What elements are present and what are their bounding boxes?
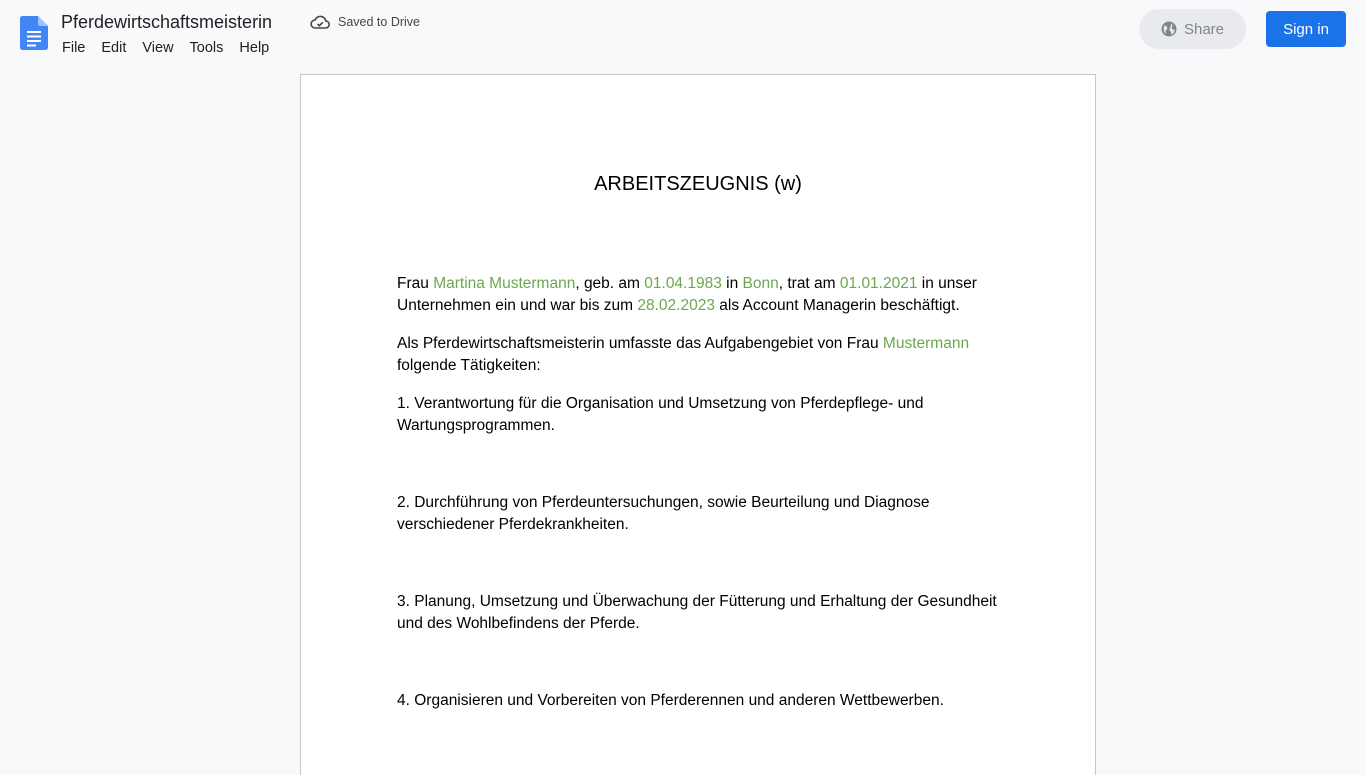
intro-paragraph — [397, 273, 1007, 317]
text-run: , geb. am — [575, 275, 645, 292]
document-page[interactable] — [300, 74, 1096, 775]
task-item-2: 2. Durchführung von Pferdeuntersuchungen, sowie Beurteilung und Diagnose verschiedener Pferdekrankheiten. — [397, 494, 930, 533]
text-run: in unser Unternehmen ein und war bis zum — [397, 275, 977, 314]
share-label: Share — [1183, 20, 1225, 38]
text-run: Frau — [397, 275, 434, 292]
cloud-done-icon — [310, 14, 330, 30]
birth-date: 01.04.1983 — [644, 275, 722, 292]
task-item-1: 1. Verantwortung für die Organisation und Umsetzung von Pferdepflege- und Wartungsprogrammen. — [397, 395, 924, 434]
end-date: 28.02.2023 — [637, 297, 715, 314]
task-item-3: 3. Planung, Umsetzung und Überwachung der Fütterung und Erhaltung der Gesundheit und des Wohlbefindens der Pferde. — [397, 593, 997, 632]
top-bar — [0, 0, 1366, 64]
save-status[interactable] — [310, 14, 420, 30]
menu-tools[interactable]: Tools — [189, 40, 224, 56]
share-button[interactable] — [1139, 9, 1246, 49]
task-item-4: 4. Organisieren und Vorbereiten von Pferderennen und anderen Wettbewerben. — [397, 692, 944, 709]
text-run: folgende Tätigkeiten: — [397, 357, 541, 374]
text-run: Als Pferdewirtschaftsmeisterin umfasste das Aufgabengebiet von Frau — [397, 335, 883, 352]
menu-bar — [54, 36, 277, 60]
menu-help[interactable]: Help — [239, 40, 270, 56]
tasks-intro-paragraph — [397, 333, 1007, 377]
text-run: als Account Managerin beschäftigt. — [714, 297, 960, 314]
document-title[interactable]: Pferdewirtschaftsmeisterin — [61, 12, 273, 32]
text-run: in — [721, 275, 743, 292]
text-run: , trat am — [778, 275, 840, 292]
document-heading: ARBEITSZEUGNIS (w) — [594, 173, 802, 195]
sign-in-button[interactable]: Sign in — [1266, 11, 1346, 47]
google-docs-icon[interactable] — [20, 16, 48, 50]
birth-city: Bonn — [742, 275, 779, 292]
employee-name: Martina Mustermann — [433, 275, 576, 292]
menu-file[interactable]: File — [62, 40, 86, 56]
document-body[interactable] — [397, 171, 1007, 767]
globe-icon — [1161, 21, 1177, 37]
start-date: 01.01.2021 — [839, 275, 918, 292]
employee-surname: Mustermann — [882, 335, 970, 352]
menu-view[interactable]: View — [142, 40, 174, 56]
save-status-label: Saved to Drive — [338, 15, 420, 29]
menu-edit[interactable]: Edit — [101, 40, 127, 56]
